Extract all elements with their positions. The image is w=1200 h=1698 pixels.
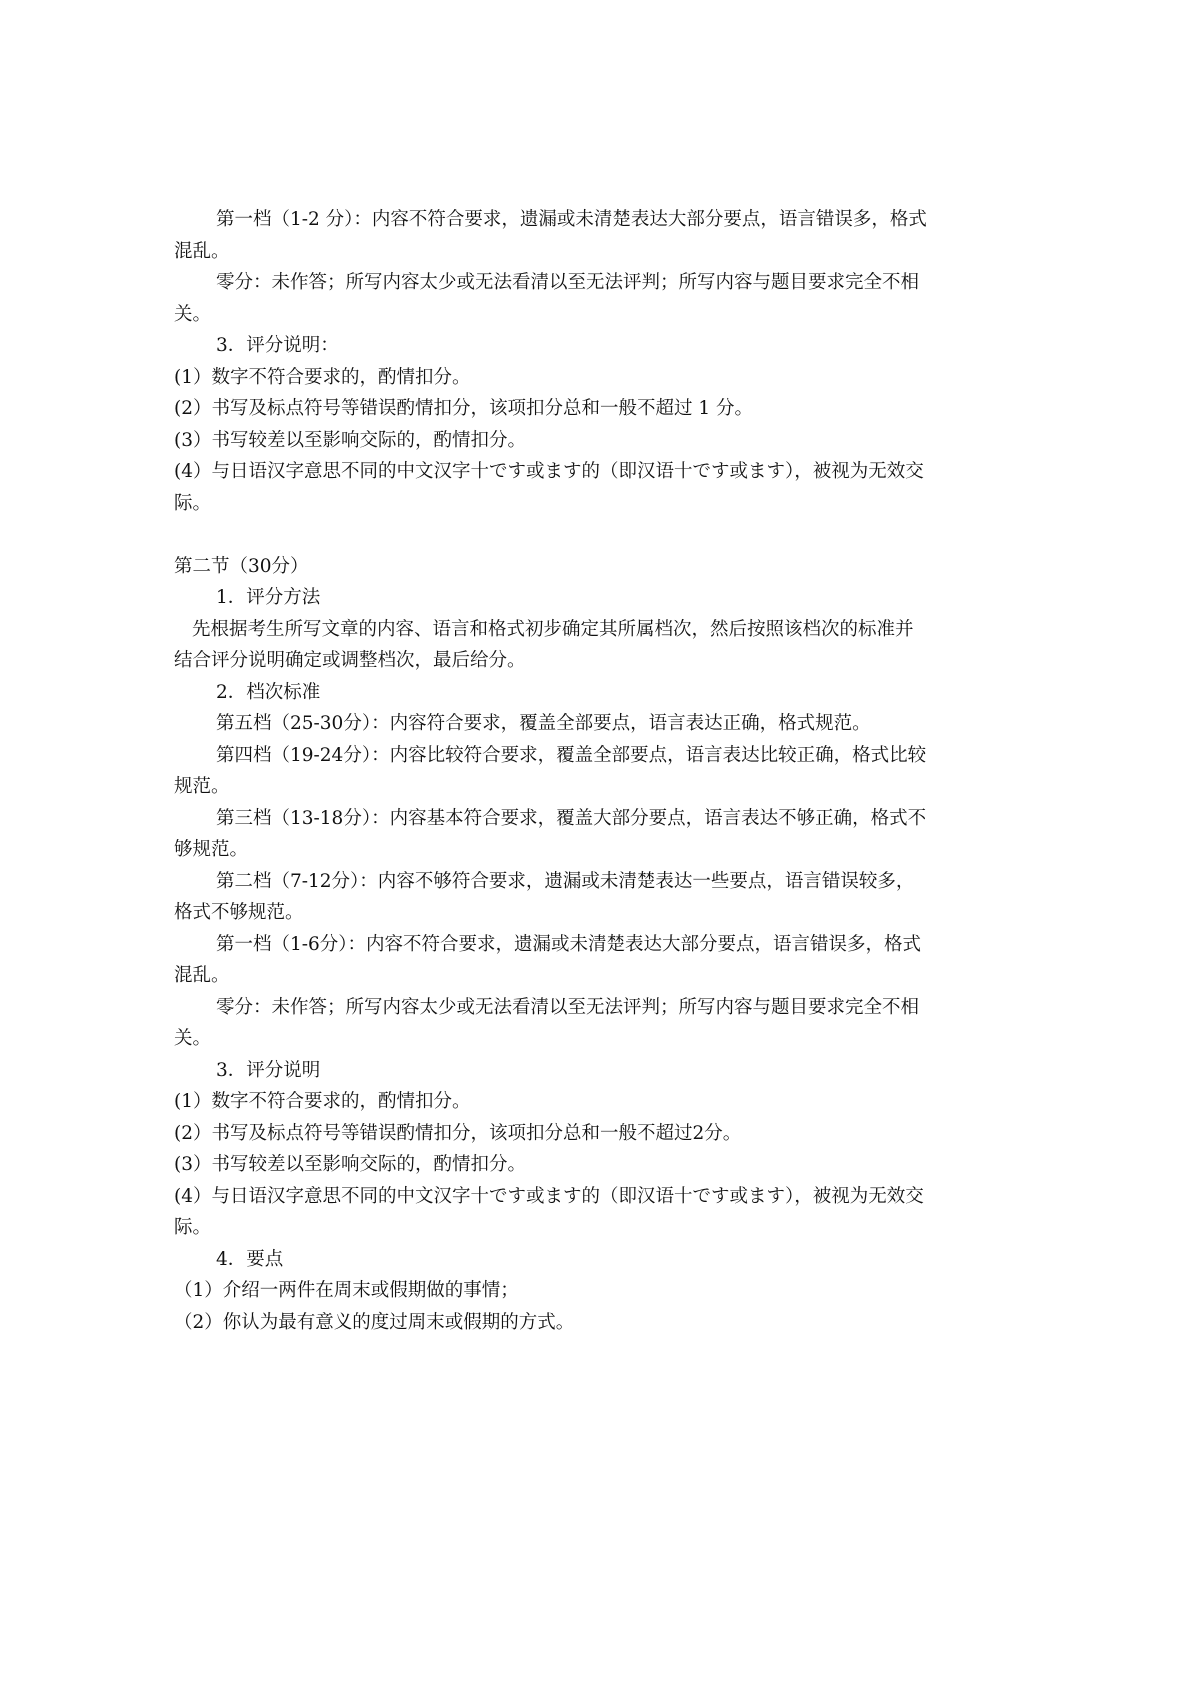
point-item: （2）你认为最有意义的度过周末或假期的方式。 bbox=[174, 1311, 575, 1333]
grade1-line-2: 混乱。 bbox=[174, 240, 230, 262]
standards-title: 2．档次标准 bbox=[216, 681, 321, 703]
note-item: (2）书写及标点符号等错误酌情扣分，该项扣分总和一般不超过 1 分。 bbox=[174, 398, 754, 419]
grade1-line-1: 第一档（1-2 分）：内容不符合要求，遗漏或未清楚表达大部分要点，语言错误多，格式 bbox=[216, 209, 927, 230]
note-item: (1）数字不符合要求的，酌情扣分。 bbox=[174, 366, 471, 388]
grade4-line-2: 规范。 bbox=[174, 776, 230, 797]
grade3-line-2: 够规范。 bbox=[174, 839, 249, 860]
grade3-line-1: 第三档（13-18分）：内容基本符合要求，覆盖大部分要点，语言表达不够正确，格式不 bbox=[216, 807, 927, 829]
grade2-line-2: 格式不够规范。 bbox=[174, 902, 304, 923]
method-line-1: 先根据考生所写文章的内容、语言和格式初步确定其所属档次，然后按照该档次的标准并 bbox=[192, 618, 914, 640]
notes-title: 3．评分说明： bbox=[216, 335, 339, 356]
zero-line-2: 关。 bbox=[174, 1028, 212, 1049]
note-item: (4）与日语汉字意思不同的中文汉字十です或ます的（即汉语十です或ます），被视为无效交 bbox=[174, 1185, 924, 1207]
zero-line-1: 零分：未作答；所写内容太少或无法看清以至无法评判；所写内容与题目要求完全不相 bbox=[216, 272, 920, 293]
point-item: （1）介绍一两件在周末或假期做的事情； bbox=[174, 1280, 519, 1301]
note-item-continued: 际。 bbox=[174, 492, 212, 514]
note-item-continued: 际。 bbox=[174, 1217, 212, 1238]
section-spacer bbox=[174, 519, 1040, 551]
method-title: 1．评分方法 bbox=[216, 587, 321, 608]
points-title: 4．要点 bbox=[216, 1248, 284, 1270]
note-item: (1）数字不符合要求的，酌情扣分。 bbox=[174, 1091, 471, 1112]
grade5-line: 第五档（25-30分）：内容符合要求，覆盖全部要点，语言表达正确，格式规范。 bbox=[216, 713, 871, 734]
note-item: (2）书写及标点符号等错误酌情扣分，该项扣分总和一般不超过2分。 bbox=[174, 1122, 742, 1144]
section-title: 第二节（30分） bbox=[174, 555, 309, 577]
grade4-line-1: 第四档（19-24分）：内容比较符合要求，覆盖全部要点，语言表达比较正确，格式比较 bbox=[216, 744, 927, 766]
grade2-line-1: 第二档（7-12分）：内容不够符合要求，遗漏或未清楚表达一些要点，语言错误较多， bbox=[216, 870, 915, 892]
grade1-line-2: 混乱。 bbox=[174, 965, 230, 986]
document-body bbox=[174, 204, 1040, 1338]
note-item: (3）书写较差以至影响交际的，酌情扣分。 bbox=[174, 1154, 526, 1175]
note-item: (4）与日语汉字意思不同的中文汉字十です或ます的（即汉语十です或ます），被视为无效交 bbox=[174, 461, 924, 482]
note-item: (3）书写较差以至影响交际的，酌情扣分。 bbox=[174, 429, 526, 451]
zero-line-2: 关。 bbox=[174, 303, 212, 325]
zero-line-1: 零分：未作答；所写内容太少或无法看清以至无法评判；所写内容与题目要求完全不相 bbox=[216, 996, 920, 1018]
method-line-2: 结合评分说明确定或调整档次，最后给分。 bbox=[174, 650, 526, 671]
notes-title: 3．评分说明 bbox=[216, 1059, 321, 1081]
grade1-line-1: 第一档（1-6分）：内容不符合要求，遗漏或未清楚表达大部分要点，语言错误多，格式 bbox=[216, 933, 922, 955]
